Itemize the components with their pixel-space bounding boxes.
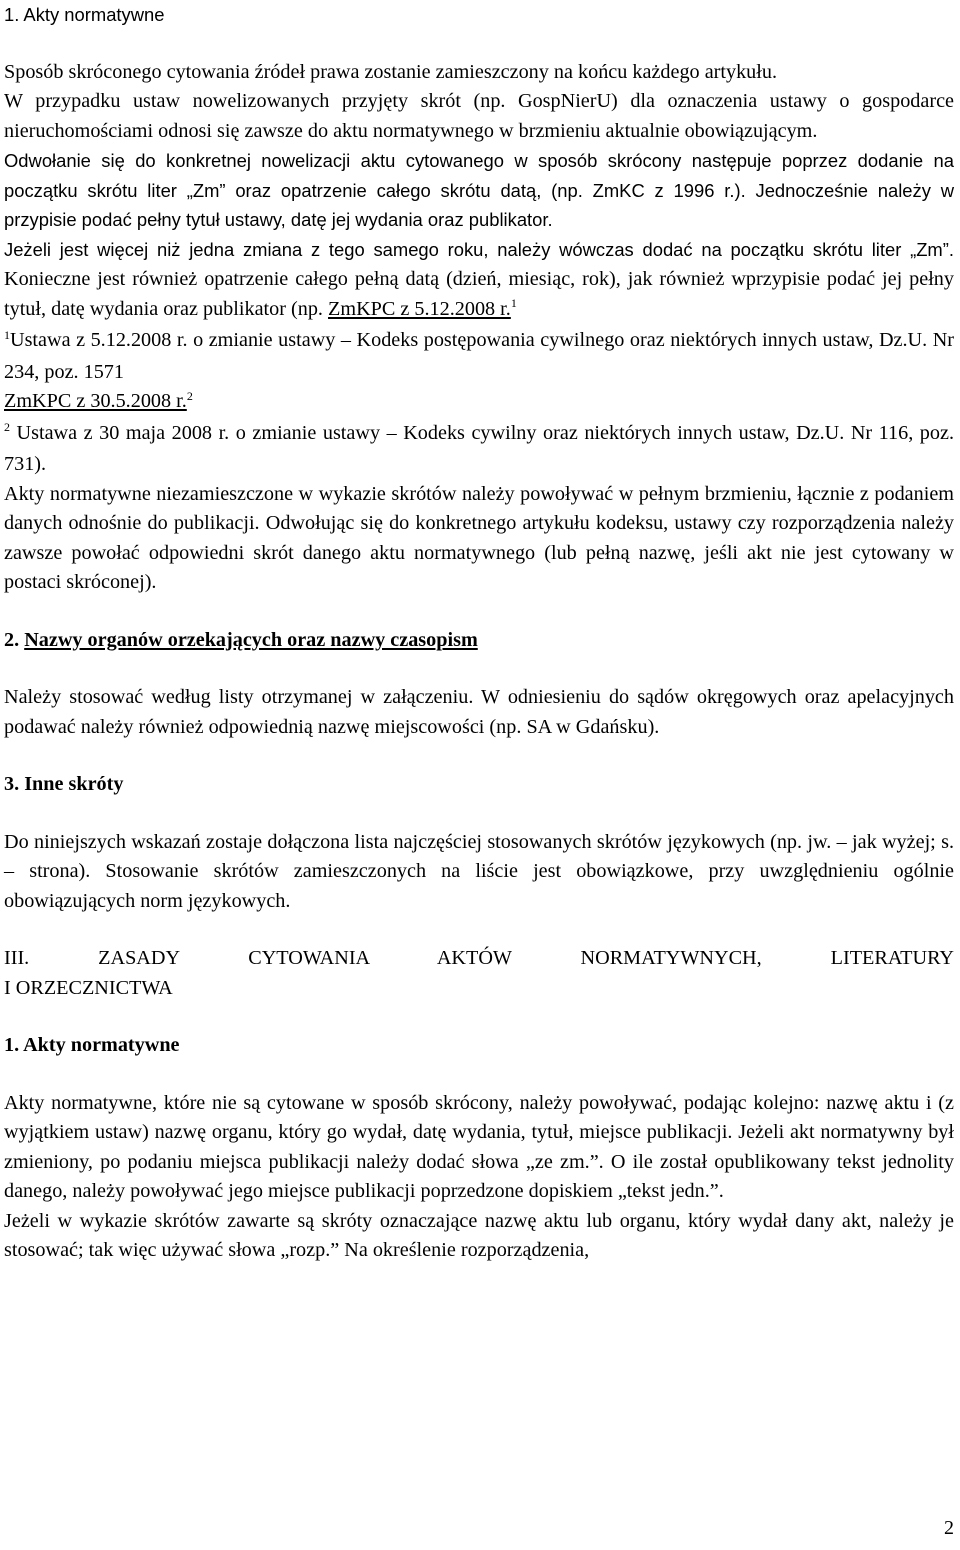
- paragraph-amended-acts: W przypadku ustaw nowelizowanych przyjęty skrót (np. GospNierU) dla oznaczenia ustawy o gospodarce nieruchomościami odnosi się zawsze do aktu normatywnego w brzmieniu aktualnie obowiązującym.: [4, 90, 954, 142]
- multiple-amendments-text: Jeżeli jest więcej niż jedna zmiana z tego samego roku, należy wówczas dodać na początku skrótu liter „Zm”.: [4, 238, 954, 260]
- footnote-1: [4, 326, 954, 387]
- amendment-text-continued: Jednocześnie należy w przypisie podać pełny tytuł ustawy, datę jej wydania oraz publikator.: [4, 179, 955, 230]
- section-heading-akty-normatywne: 1. Akty normatywne: [4, 4, 165, 25]
- paragraph-uncited-acts: Akty normatywne, które nie są cytowane w sposób skrócony, należy powoływać, podając kolejno: nazwę aktu i (z wyjątkiem ustaw) nazwę organu, który go wydał, datę wydania, tytuł, miejsce publikacji. Jeżeli akt normatywny był zmieniony, po podaniu miejsca publikacji należy dodać słowa „ze zm.”. O ile został opublikowany tekst jednolity danego, należy powoływać jego miejsce publikacji poprzedzone dopiskiem „tekst jedn.”.: [4, 1091, 954, 1202]
- section-heading-inne-skroty: 3. Inne skróty: [4, 773, 124, 795]
- paragraph-other-abbreviations: Do niniejszych wskazań zostaje dołączona lista najczęściej stosowanych skrótów językowych (np. jw. – jak wyżej; s. – strona). Stosowanie skrótów zamieszczonych na liście jest obowiązkowe, przy uwzględnieniu ogólnie obowiązujących norm językowych.: [4, 830, 954, 912]
- paragraph-court-names: Należy stosować według listy otrzymanej w załączeniu. W odniesieniu do sądów okręgowych oraz apelacyjnych podawać należy również odpowiednią nazwę miejscowości (np. SA w Gdańsku).: [4, 686, 954, 738]
- full-date-text: Konieczne jest również opatrzenie całego pełną datą (dzień, miesiąc, rok), jak również wprzypisie podać jej pełny tytuł, datę wydania oraz publikator (np.: [4, 268, 954, 320]
- amendment-text: Odwołanie się do konkretnej nowelizacji aktu cytowanego w sposób skrócony następuje poprzez dodanie na początku skrótu liter „Zm” oraz opatrzenie całego skrótu datą, (np. ZmKC z 1996 r.).: [4, 150, 954, 201]
- paragraph-multiple-amendments: [4, 235, 954, 327]
- footnote-2-text: Ustawa z 30 maja 2008 r. o zmianie ustawy – Kodeks cywilny oraz niektórych innych ustaw, Dz.U. Nr 116, poz. 731).: [4, 421, 954, 475]
- footnote-2: [4, 419, 954, 480]
- citation-example-2: [4, 387, 954, 419]
- footnote-1-text: Ustawa z 5.12.2008 r. o zmianie ustawy – Kodeks postępowania cywilnego oraz niektórych innych ustaw, Dz.U. Nr 234, poz. 1571: [4, 329, 954, 383]
- citation-example-link[interactable]: ZmKPC z 5.12.2008 r.: [328, 297, 511, 320]
- footnote-ref-1[interactable]: 1: [510, 296, 517, 311]
- paragraph-unlisted-acts: Akty normatywne niezamieszczone w wykazie skrótów należy powoływać w pełnym brzmieniu, łącznie z podaniem danych odnośnie do publikacji. Odwołując się do konkretnego artykułu kodeksu, ustawy czy rozporządzenia należy zawsze powołać odpowiedni skrót danego aktu normatywnego (lub pełną nazwę, jeśli akt nie jest cytowany w postaci skróconej).: [4, 482, 954, 593]
- section-heading-text: Nazwy organów orzekających oraz nazwy czasopism: [24, 628, 478, 651]
- paragraph-amendment-reference: [4, 146, 954, 235]
- paragraph-abbreviation-usage: Jeżeli w wykazie skrótów zawarte są skróty oznaczające nazwę aktu lub organu, który wydał dany akt, należy je stosować; tak więc używać słowa „rozp.” Na określenie rozporządzenia,: [4, 1209, 954, 1261]
- paragraph-citation-intro: Sposób skróconego cytowania źródeł prawa zostanie zamieszczony na końcu każdego artykułu.: [4, 60, 778, 83]
- page-number: 2: [944, 1517, 954, 1539]
- citation-example-link-2[interactable]: ZmKPC z 30.5.2008 r.: [4, 390, 187, 412]
- section-number: 2.: [4, 628, 20, 651]
- chapter-title-line-2: I ORZECZNICTWA: [4, 976, 173, 999]
- footnote-ref-2[interactable]: 2: [186, 388, 193, 403]
- section-heading-akty-normatywne-2: 1. Akty normatywne: [4, 1034, 180, 1056]
- chapter-title-line-1: III. ZASADY CYTOWANIA AKTÓW NORMATYWNYCH, LITERATURY: [4, 947, 954, 969]
- footnote-mark-2: 2: [4, 420, 10, 435]
- footnote-mark-1: 1: [4, 327, 10, 342]
- section-heading-nazwy-organow: [4, 626, 954, 656]
